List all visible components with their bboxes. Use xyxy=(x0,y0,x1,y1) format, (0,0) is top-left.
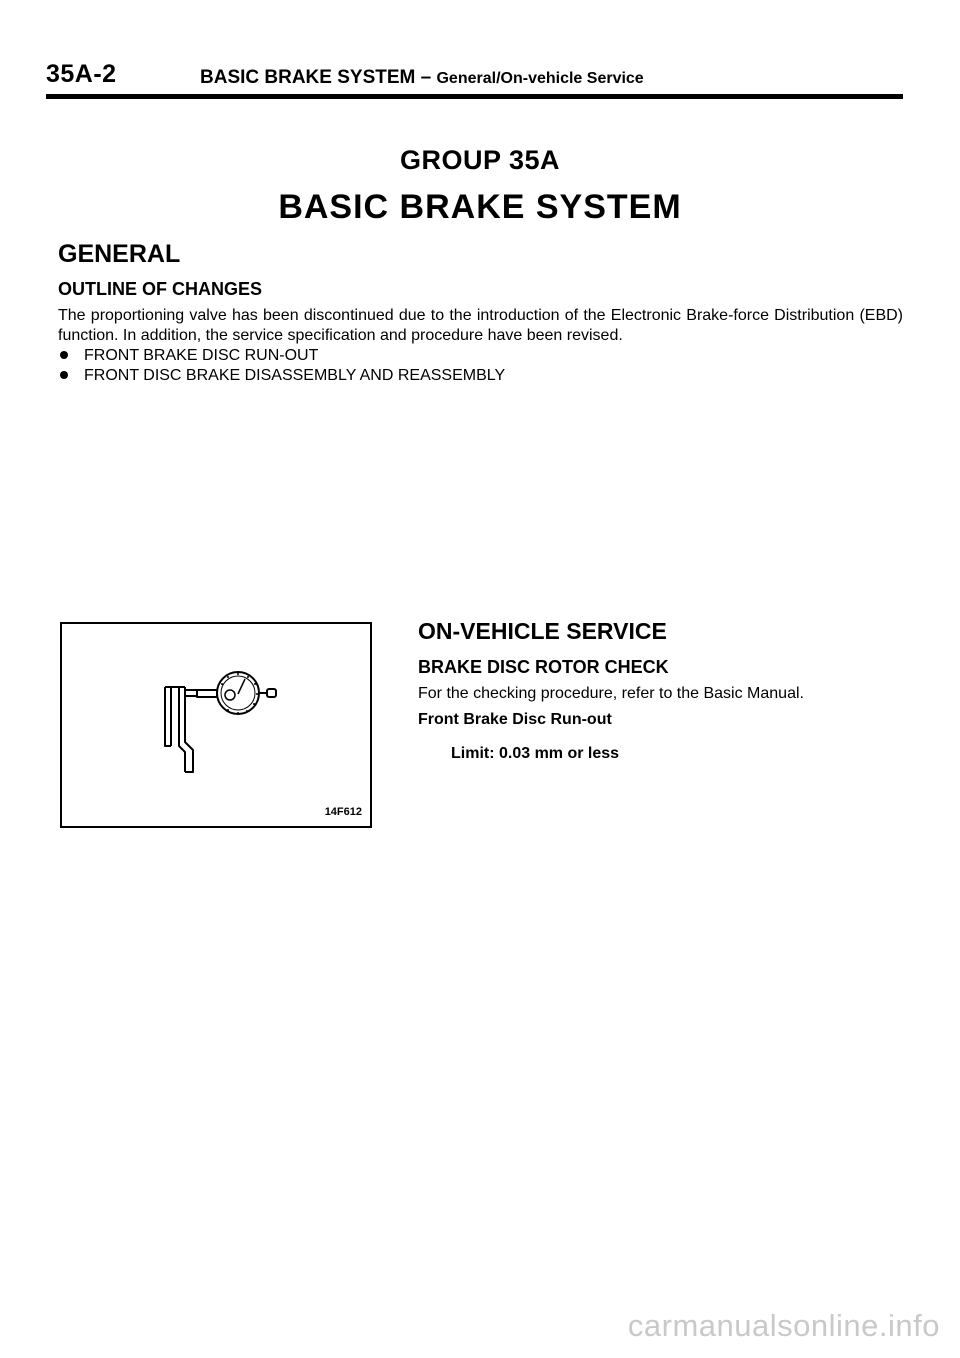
page-number: 35A-2 xyxy=(46,60,117,88)
header-rule xyxy=(46,94,903,99)
dial-gauge-icon xyxy=(62,624,370,826)
general-heading: GENERAL xyxy=(58,240,181,268)
rotor-check-heading: BRAKE DISC ROTOR CHECK xyxy=(418,657,669,677)
main-title: BASIC BRAKE SYSTEM xyxy=(278,188,682,226)
outline-heading: OUTLINE OF CHANGES xyxy=(58,279,263,299)
runout-limit: Limit: 0.03 mm or less xyxy=(451,745,620,762)
group-title: GROUP 35A xyxy=(399,145,561,175)
header-subtitle: General/On-vehicle Service xyxy=(436,70,644,87)
header-title-main: BASIC BRAKE SYSTEM – xyxy=(200,67,437,88)
outline-paragraph: The proportioning valve has been discontinued due to the introduction of the Electronic Brake-force Distribution (EBD) function. In addition, the service specification and procedure have been revised. xyxy=(58,307,903,344)
bullet-text: FRONT DISC BRAKE DISASSEMBLY AND REASSEMBLY xyxy=(84,367,506,384)
bullet-item-2 xyxy=(58,366,505,386)
watermark: carmanualsonline.info xyxy=(627,1308,940,1343)
bullet-item-1 xyxy=(58,346,318,366)
figure-code: 14F612 xyxy=(324,806,362,818)
figure-dial-gauge xyxy=(60,622,372,828)
bullet-icon xyxy=(60,351,68,359)
bullet-text: FRONT BRAKE DISC RUN-OUT xyxy=(84,347,319,364)
bullet-icon xyxy=(60,371,68,379)
rotor-check-text: For the checking procedure, refer to the Basic Manual. xyxy=(418,685,804,702)
on-vehicle-heading: ON-VEHICLE SERVICE xyxy=(418,618,667,644)
header-title xyxy=(200,67,644,89)
runout-heading: Front Brake Disc Run-out xyxy=(418,711,612,728)
